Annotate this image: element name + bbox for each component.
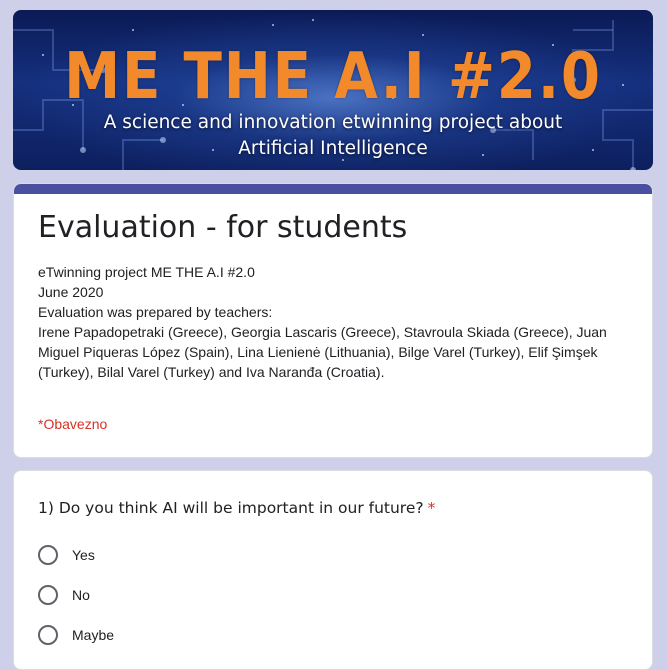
form-title: Evaluation - for students	[38, 210, 408, 245]
form-description	[38, 262, 628, 382]
option-yes[interactable]	[38, 543, 95, 567]
question-text: 1) Do you think AI will be important in our future?	[38, 499, 424, 517]
description-line: eTwinning project ME THE A.I #2.0	[38, 264, 255, 280]
option-label: Yes	[72, 547, 95, 563]
radio-button-icon[interactable]	[38, 545, 58, 565]
description-line: Irene Papadopetraki (Greece), Georgia Lascaris (Greece), Stavroula Skiada (Greece), Juan Miguel Piqueras López (Spain), Lina Lienienė (Lithuania), Bilge Varel (Turkey), Elif Şimşek (Turkey), Bilal Varel (Turkey) and Iva Naranđa (Croatia).	[38, 324, 607, 380]
banner-subtitle-line-1: A science and innovation etwinning project about	[103, 112, 563, 133]
header-banner-image	[13, 10, 653, 170]
header-accent-band	[14, 184, 652, 194]
form-header-card	[13, 183, 653, 458]
description-line: June 2020	[38, 284, 104, 300]
question-card	[13, 470, 653, 670]
radio-button-icon[interactable]	[38, 625, 58, 645]
required-asterisk: *	[427, 499, 436, 517]
question-title	[38, 497, 435, 519]
option-label: No	[72, 587, 90, 603]
required-note: *Obavezno	[38, 416, 108, 432]
banner-title: ME THE A.I #2.0	[64, 40, 602, 114]
description-line: Evaluation was prepared by teachers:	[38, 304, 273, 320]
banner-subtitle-line-2: Artificial Intelligence	[238, 138, 428, 159]
option-maybe[interactable]	[38, 623, 114, 647]
option-label: Maybe	[72, 627, 115, 643]
banner-subtitle	[13, 110, 653, 162]
radio-button-icon[interactable]	[38, 585, 58, 605]
option-no[interactable]	[38, 583, 90, 607]
